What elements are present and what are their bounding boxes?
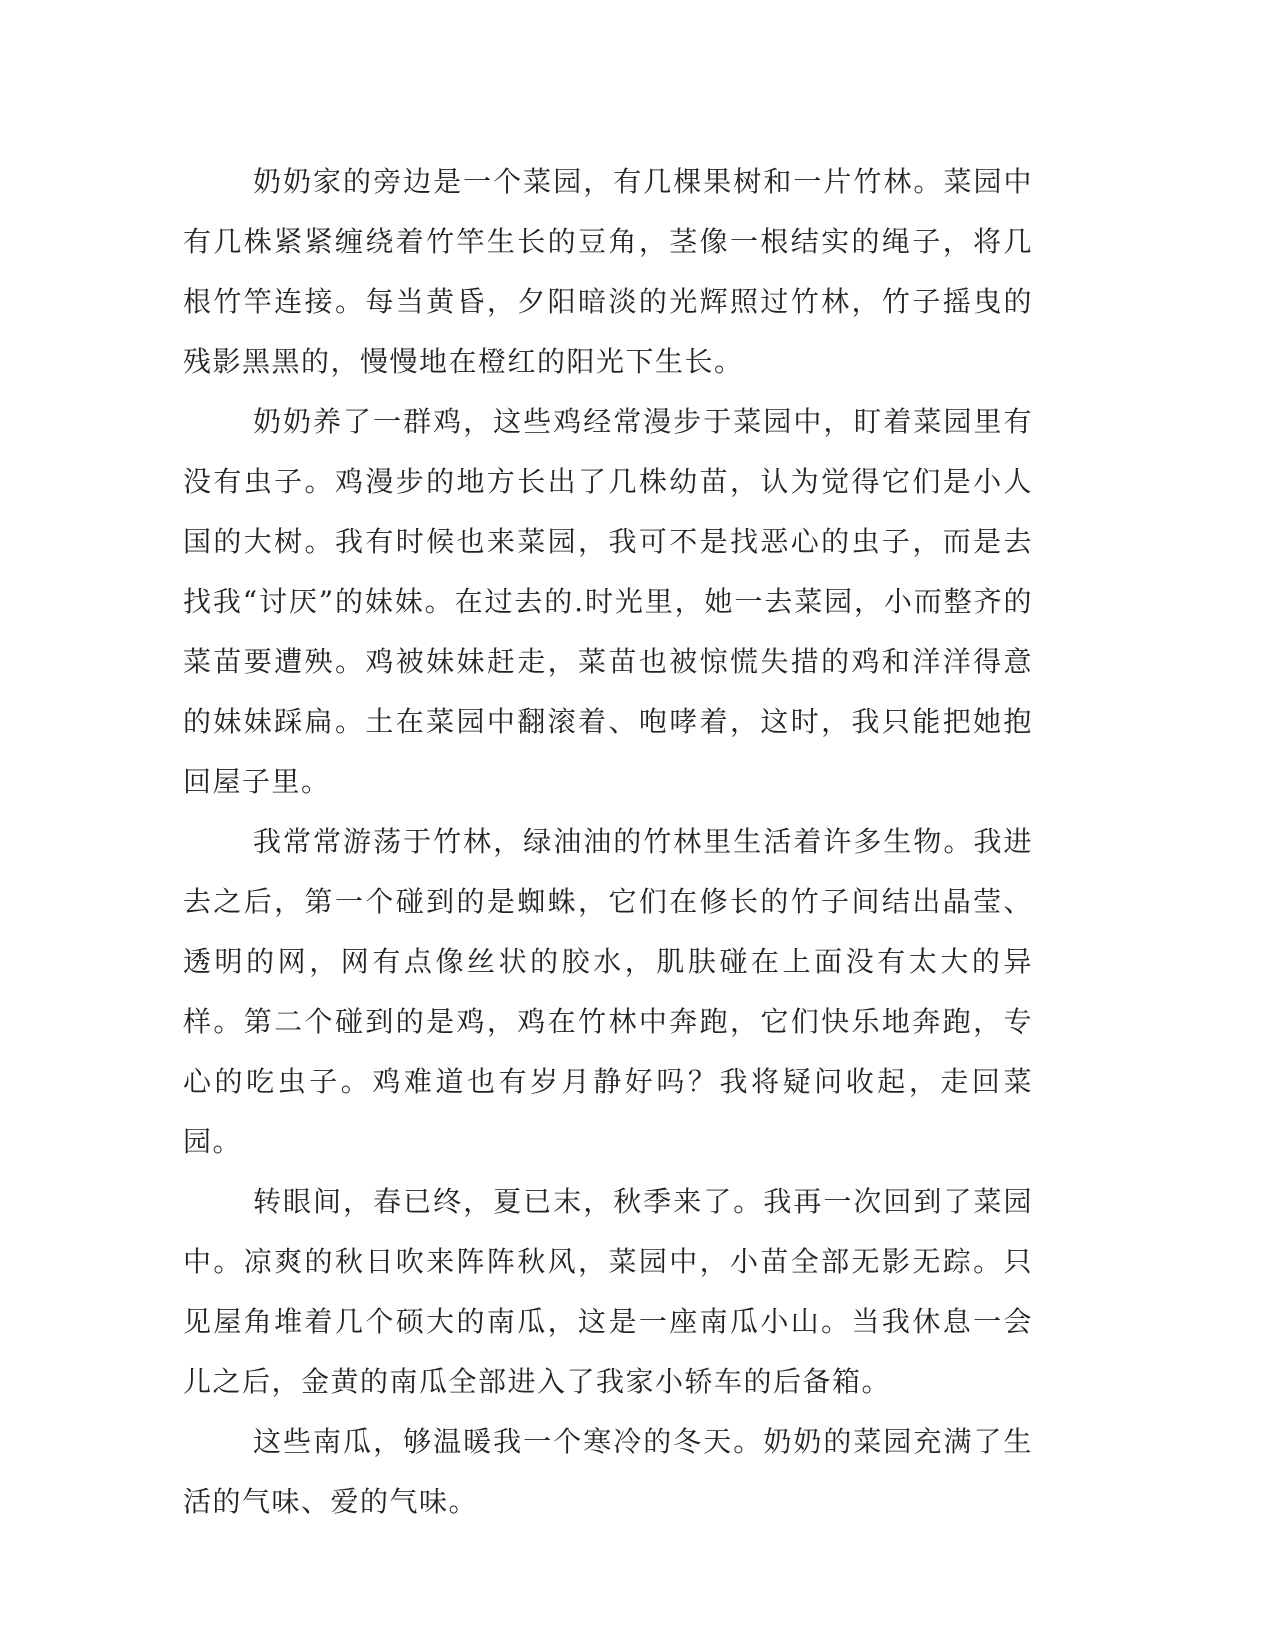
document-body <box>183 152 1033 1532</box>
paragraph-2: 奶奶养了一群鸡，这些鸡经常漫步于菜园中，盯着菜园里有没有虫子。鸡漫步的地方长出了几株幼苗，认为觉得它们是小人国的大树。我有时候也来菜园，我可不是找恶心的虫子，而是去找我“讨厌”的妹妹。在过去的.时光里，她一去菜园，小而整齐的菜苗要遭殃。鸡被妹妹赶走，菜苗也被惊慌失措的鸡和洋洋得意的妹妹踩扁。土在菜园中翻滚着、咆哮着，这时，我只能把她抱回屋子里。 <box>183 405 1033 798</box>
paragraph-1: 奶奶家的旁边是一个菜园，有几棵果树和一片竹林。菜园中有几株紧紧缠绕着竹竿生长的豆角，茎像一根结实的绳子，将几根竹竿连接。每当黄昏，夕阳暗淡的光辉照过竹林，竹子摇曳的残影黑黑的，慢慢地在橙红的阳光下生长。 <box>183 165 1033 378</box>
paragraph-5: 这些南瓜，够温暖我一个寒冷的冬天。奶奶的菜园充满了生活的气味、爱的气味。 <box>183 1425 1033 1518</box>
paragraph-3: 我常常游荡于竹林，绿油油的竹林里生活着许多生物。我进去之后，第一个碰到的是蜘蛛，它们在修长的竹子间结出晶莹、透明的网，网有点像丝状的胶水，肌肤碰在上面没有太大的异样。第二个碰到的是鸡，鸡在竹林中奔跑，它们快乐地奔跑，专心的吃虫子。鸡难道也有岁月静好吗？我将疑问收起，走回菜园。 <box>183 825 1033 1158</box>
paragraph-4: 转眼间，春已终，夏已末，秋季来了。我再一次回到了菜园中。凉爽的秋日吹来阵阵秋风，菜园中，小苗全部无影无踪。只见屋角堆着几个硕大的南瓜，这是一座南瓜小山。当我休息一会儿之后，金黄的南瓜全部进入了我家小轿车的后备箱。 <box>183 1185 1033 1398</box>
